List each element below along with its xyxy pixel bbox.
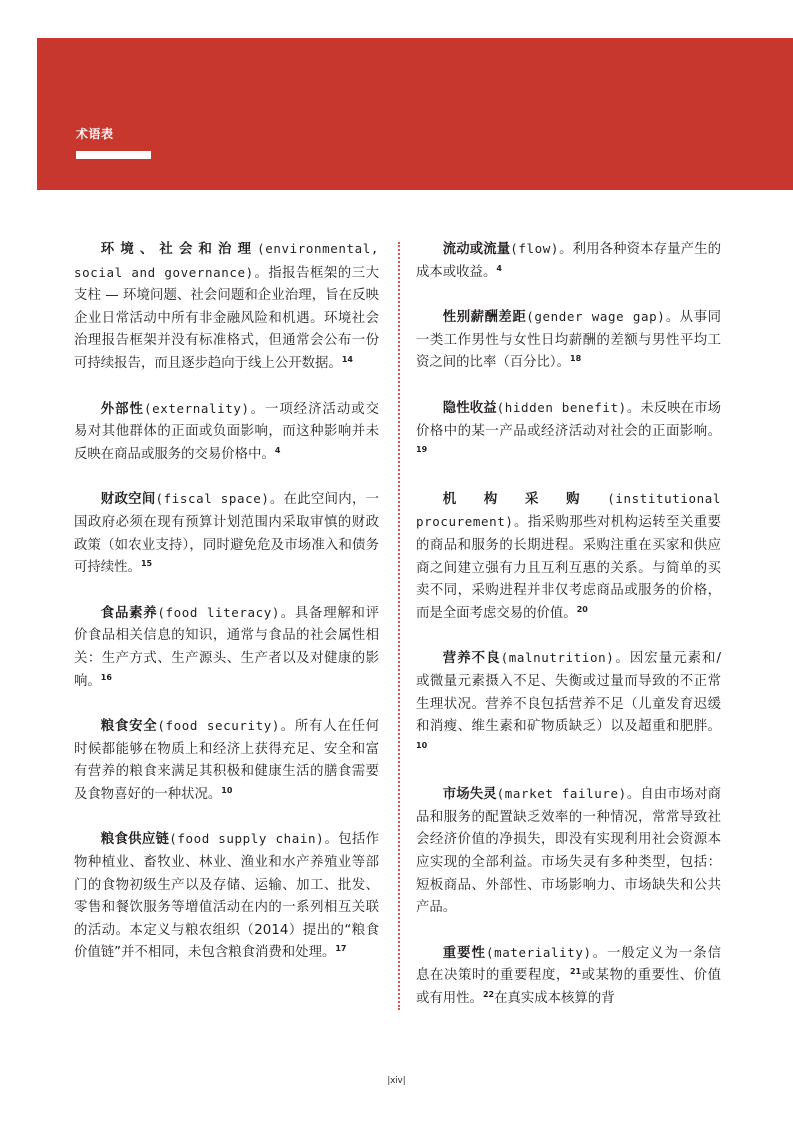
footnote-ref: 18: [570, 354, 582, 364]
glossary-term-english: (food literacy): [157, 604, 281, 620]
glossary-entry: [74, 488, 379, 579]
section-title: 术语表: [76, 127, 114, 141]
footnote-ref: 10: [221, 785, 233, 795]
footnote-ref: 20: [576, 604, 588, 614]
glossary-term-english: (food supply chain): [169, 831, 325, 847]
glossary-term: 营养不良: [442, 651, 501, 667]
glossary-term-english: (hidden benefit): [496, 399, 627, 415]
glossary-term-english: (flow): [510, 241, 560, 256]
glossary-entry: [416, 647, 721, 761]
glossary-term-english: (market failure): [496, 786, 627, 802]
footnote-ref: 4: [274, 445, 281, 455]
page-number: |xiv|: [387, 1076, 406, 1086]
footnote-ref: 4: [496, 263, 502, 273]
glossary-term-english: (environmental, social and governance): [74, 241, 379, 280]
glossary-term: 财政空间: [100, 492, 156, 508]
glossary-term: 粮食供应链: [100, 832, 170, 848]
glossary-definition: 或某物的重要性、价值或有用性。: [416, 968, 722, 1007]
footnote-ref: 15: [140, 559, 153, 569]
glossary-term-english: (materiality): [485, 944, 592, 960]
glossary-term-english: (gender wage gap): [526, 309, 666, 325]
footnote-ref: 21: [569, 967, 582, 977]
glossary-definition: 。一项经济活动或交易对其他群体的正面或负面影响，而这种影响并未反映在商品或服务的交易价格中。: [74, 401, 379, 462]
glossary-entry: [416, 488, 721, 626]
glossary-entry: [74, 828, 379, 965]
glossary-definition: 。因宏量元素和/或微量元素摄入不足、失衡或过量而导致的不正常生理状况。营养不良包括营养不足（儿童发育迟缓和消瘦、维生素和矿物质缺乏）以及超重和肥胖。: [416, 651, 722, 735]
glossary-entry: [74, 715, 379, 806]
glossary-entry: [74, 602, 379, 693]
glossary-definition: 在真实成本核算的背: [494, 991, 615, 1007]
glossary-entry: [74, 398, 379, 467]
footnote-ref: 10: [416, 740, 428, 750]
right-column: [416, 238, 721, 1011]
glossary-term: 重要性: [442, 945, 486, 961]
glossary-term: 市场失灵: [442, 787, 497, 803]
glossary-definition: 。包括作物种植业、畜牧业、林业、渔业和水产养殖业等部门的食物初级生产以及存储、运输、加工、批发、零售和餐饮服务等增值活动在内的一系列相互关联的活动。本定义与粮农组织（2014）提出的“粮食价值链”并不相同，未包含粮食消费和处理。: [74, 832, 380, 961]
glossary-term-english: (malnutrition): [500, 650, 615, 666]
glossary-term-english: (institutional procurement): [416, 490, 721, 530]
glossary-entry: [416, 397, 721, 466]
glossary-definition: 。一般定义为一条信息在决策时的重要程度，: [416, 945, 721, 984]
footnote-ref: 22: [482, 990, 495, 1000]
header-banner: [37, 38, 793, 190]
glossary-term: 隐性收益: [442, 400, 497, 416]
glossary-term-english: (externality): [143, 400, 250, 416]
glossary-definition: 。具备理解和评价食品相关信息的知识，通常与食品的社会属性相关：生产方式、生产源头、生产者以及对健康的影响。: [74, 605, 380, 689]
footnote-ref: 16: [100, 672, 112, 682]
glossary-term: 外部性: [100, 401, 144, 417]
glossary-definition: 。自由市场对商品和服务的配置缺乏效率的一种情况，常常导致社会经济价值的净损失，即没有实现利用社会资源本应实现的全部利益。市场失灵有多种类型，包括：短板商品、外部性、市场影响力、市场缺失和公共产品。: [416, 787, 722, 916]
glossary-definition: 。在此空间内，一国政府必须在现有预算计划范围内采取审慎的财政政策（如农业支持），同时避免危及市场准入和债务可持续性。: [74, 492, 380, 576]
glossary-entry: [416, 942, 721, 1011]
glossary-entry: [74, 238, 379, 376]
glossary-entry: [416, 783, 721, 920]
glossary-entry: [416, 306, 721, 375]
footnote-ref: 19: [416, 445, 428, 455]
glossary-term-english: (fiscal space): [155, 491, 270, 507]
column-divider: [398, 242, 400, 1010]
glossary-term: 性别薪酬差距: [442, 310, 527, 326]
glossary-term: 环境、社会和治理: [100, 242, 258, 257]
glossary-definition: 。指报告框架的三大支柱 — 环境问题、社会问题和企业治理，旨在反映企业日常活动中所有非金融风险和机遇。环境社会治理报告框架并没有标准格式，但通常会公布一份可持续报告，而且逐步趋向于线上公开数据。: [74, 265, 380, 371]
glossary-term: 机构采购: [442, 491, 608, 507]
left-column: [74, 238, 379, 965]
glossary-term: 流动或流量: [442, 242, 511, 257]
glossary-term-english: (food security): [157, 718, 281, 734]
glossary-definition: 。指采购那些对机构运转至关重要的商品和服务的长期进程。采购注重在买家和供应商之间建立强有力且互利互惠的关系。与简单的买卖不同，采购进程并非仅考虑商品或服务的价格，而是全面考虑交易的价值。: [416, 515, 721, 621]
footnote-ref: 14: [341, 354, 353, 364]
glossary-definition: 。未反映在市场价格中的某一产品或经济活动对社会的正面影响。: [416, 400, 722, 439]
glossary-definition: 。利用各种资本存量产生的成本或收益。: [416, 242, 722, 280]
glossary-entry: [416, 238, 721, 284]
glossary-term: 食品素养: [100, 605, 158, 621]
glossary-term: 粮食安全: [100, 719, 158, 735]
title-underline-bar: [76, 151, 151, 159]
glossary-definition: 。所有人在任何时候都能够在物质上和经济上获得充足、安全和富有营养的粮食来满足其积极和健康生活的膳食需要及食物喜好的一种状况。: [74, 719, 380, 802]
footnote-ref: 17: [335, 944, 347, 954]
glossary-definition: 。从事同一类工作男性与女性日均薪酬的差额与男性平均工资之间的比率（百分比）。: [416, 310, 722, 371]
